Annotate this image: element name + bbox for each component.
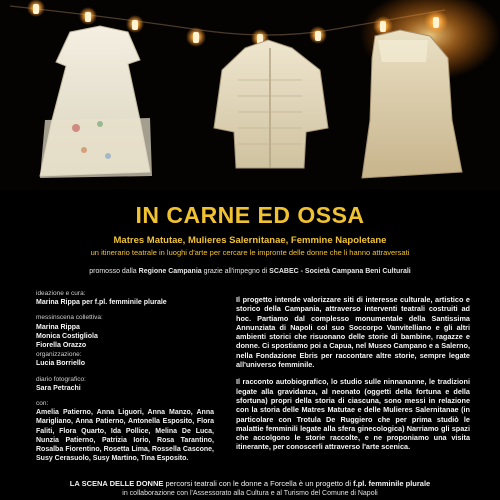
diario-role: diario fotografico: — [36, 375, 86, 383]
ideazione-name: Marina Rippa — [36, 299, 80, 307]
messinscena-name: Monica Costigliola — [36, 332, 98, 340]
promo-line — [0, 268, 500, 275]
footer-project-text: percorsi teatrali con le donne a Forcella è un progetto di — [163, 479, 354, 488]
description-paragraph-1: Il progetto intende valorizzare siti di interesse culturale, artistico e storico della Campania, attraverso interventi teatrali costruiti ad hoc. Partiamo dal complesso monumentale della Santissima Annunziata di Napoli col suo Soccorpo Vanvitelliano e gli altri ambienti storici che risuonano delle storie di bambine, ragazze e donne. Ci spostiamo poi a Capua, nel Museo Campano e a Salerno, nella Fondazione Ebris per raccontare altre storie, sempre legate all'universo femminile. — [236, 295, 470, 370]
credits-column — [36, 289, 214, 463]
cast-role: con: — [36, 400, 49, 408]
ideazione-credit — [36, 298, 214, 307]
footer-line-1 — [0, 479, 500, 488]
description-paragraph-2: Il racconto autobiografico, lo studio sulle ninnananne, le tradizioni legate alla gravidanza, al neonato (oggetti della fortuna e della sfortuna) propri della storia di ciascuna, sono messi in relazione con la storia delle Matres Matutae e delle Mulieres Salernitanae (in particolare con Trotula De Ruggiero che per prima studiò le malattie femminili legate alla sfera ginecologica) Narriamo gli spazi che accolgono le storie raccolte, e ne proponiamo una visita itinerante, per conoscerli attraverso l'arte scenica. — [236, 377, 470, 452]
ideazione-suffix: per f.pl. femminile plurale — [79, 299, 167, 307]
promo-regione: Regione Campania — [138, 268, 202, 275]
organizzazione-name: Lucia Borriello — [36, 360, 86, 368]
messinscena-role: messinscena collettiva: — [36, 314, 103, 322]
promo-text-2: grazie all'impegno di — [201, 268, 270, 275]
messinscena-name: Fiorella Orazzo — [36, 342, 87, 350]
garments-photo — [0, 0, 500, 190]
footer-line-2: in collaborazione con l'Assessorato alla Cultura e al Turismo del Comune di Napoli — [122, 490, 378, 497]
messinscena-name: Marina Rippa — [36, 323, 80, 331]
poster-subtitle: Matres Matutae, Mulieres Salernitanae, Femmine Napoletane — [113, 235, 387, 246]
promo-text-1: promosso dalla — [89, 268, 139, 275]
ideazione-role: ideazione e cura: — [36, 290, 86, 297]
poster-title: IN CARNE ED OSSA — [135, 202, 365, 228]
project-description — [236, 295, 470, 460]
cast-list: Amelia Patierno, Anna Liguori, Anna Manzo, Anna Marigliano, Anna Patierno, Antonella Esposito, Flora Faliti, Flora Quarto, Ida Pollice, Melina De Luca, Nunzia Patierno, Patrizia Iorio, Rosa Tarantino, Rosalba Fiorentino, Rosetta Lima, Rossella Cascone, Susy Cerasuolo, Susy Martino, Tina Esposito. — [36, 409, 214, 463]
itinerary-line: un itinerario teatrale in luoghi d'arte per cercare le impronte delle donne che li hanno attraversati — [90, 248, 410, 257]
promo-scabec: SCABEC - Società Campana Beni Culturali — [269, 268, 411, 275]
footer-company: f.pl. femminile plurale — [353, 479, 431, 488]
diario-name: Sara Petrachi — [36, 384, 81, 392]
footer-project-name: LA SCENA DELLE DONNE — [69, 479, 164, 488]
organizzazione-role: organizzazione: — [36, 351, 82, 359]
